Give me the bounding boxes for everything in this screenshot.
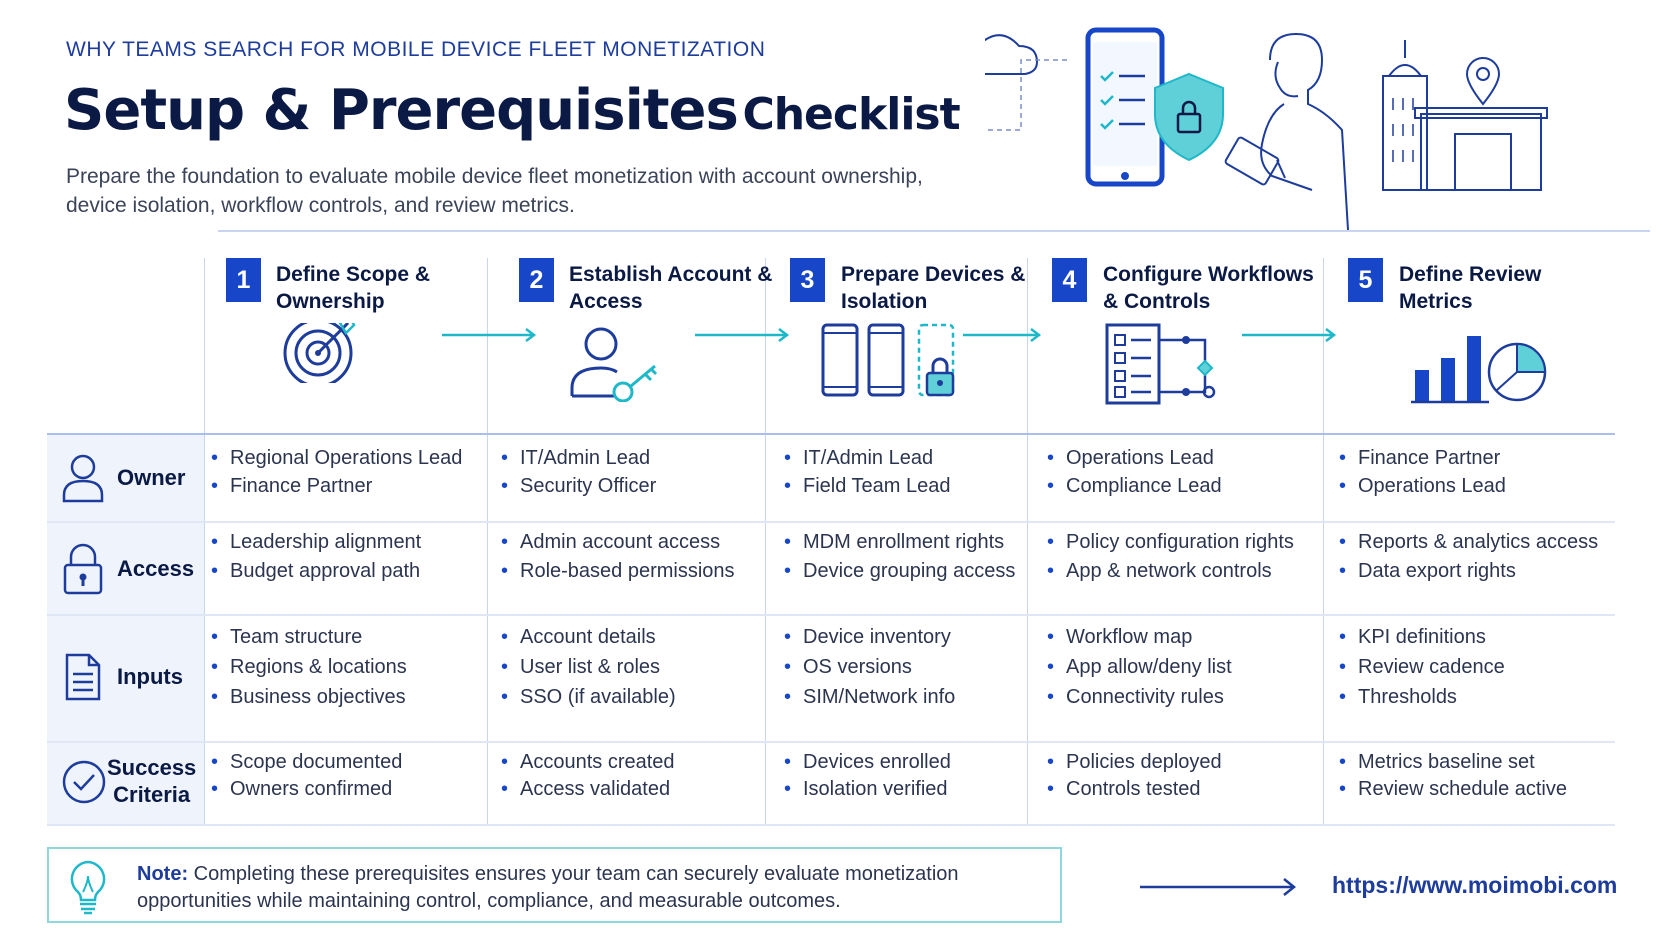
- list-item: • MDM enrollment rights: [803, 531, 1004, 554]
- list-item: • Budget approval path: [230, 560, 420, 583]
- list-item: • Reports & analytics access: [1358, 531, 1598, 554]
- list-item: • Review cadence: [1358, 656, 1505, 679]
- row-header-access: [47, 523, 204, 614]
- user-icon: [61, 453, 105, 503]
- list-item: • Controls tested: [1066, 778, 1201, 801]
- row-header-success-criteria: [47, 743, 204, 824]
- phone-checklist-icon: [1088, 30, 1162, 184]
- list-item: • Device inventory: [803, 626, 951, 649]
- list-item: • Metrics baseline set: [1358, 751, 1535, 774]
- list-item: • Field Team Lead: [803, 475, 951, 498]
- step-title: Configure Workflows & Controls: [1103, 263, 1314, 313]
- row-divider: [47, 741, 1615, 743]
- arrow-right-icon: [1140, 876, 1300, 898]
- header-row-divider: [47, 433, 1615, 435]
- building-icon: [1383, 40, 1547, 190]
- row-label: Inputs: [117, 664, 183, 689]
- eyebrow-heading: WHY TEAMS SEARCH FOR MOBILE DEVICE FLEET MONETIZATION: [66, 38, 766, 61]
- row-label: Success Criteria: [107, 755, 197, 807]
- list-item: • SIM/Network info: [803, 686, 955, 709]
- list-item: • SSO (if available): [520, 686, 676, 709]
- step-header-4: [1027, 258, 1323, 433]
- list-item: • Thresholds: [1358, 686, 1457, 709]
- row-label: Access: [117, 556, 195, 581]
- user-key-icon: [569, 326, 661, 402]
- list-item: • App & network controls: [1066, 560, 1272, 583]
- list-item: • Operations Lead: [1066, 447, 1214, 470]
- checklist-grid: [47, 258, 1615, 826]
- step-number-badge: 1: [226, 258, 261, 302]
- lightbulb-icon: [65, 859, 111, 915]
- list-item: • Data export rights: [1358, 560, 1516, 583]
- shield-lock-icon: [1155, 74, 1223, 160]
- note-body: Completing these prerequisites ensures your team can securely evaluate monetization opportunities while maintaining control, compliance, and measurable outcomes.: [137, 863, 959, 912]
- list-item: • Connectivity rules: [1066, 686, 1224, 709]
- list-item: • Device grouping access: [803, 560, 1015, 583]
- target-icon: [282, 323, 362, 383]
- list-item: • Regions & locations: [230, 656, 407, 679]
- note-box: [47, 847, 1062, 923]
- title-main: Setup & Prerequisites: [64, 78, 738, 143]
- step-title: Establish Account & Access: [569, 263, 773, 313]
- list-item: • Regional Operations Lead: [230, 447, 462, 470]
- list-item: • Admin account access: [520, 531, 720, 554]
- list-item: • Isolation verified: [803, 778, 948, 801]
- check-circle-icon: [61, 759, 107, 805]
- list-item: • Access validated: [520, 778, 670, 801]
- step-header-5: [1323, 258, 1615, 433]
- step-number-badge: 3: [790, 258, 825, 302]
- step-header-3: [765, 258, 1027, 433]
- cloud-icon: [985, 35, 1037, 74]
- list-item: • Team structure: [230, 626, 362, 649]
- list-item: • Role-based permissions: [520, 560, 735, 583]
- person-tablet-icon: [1225, 34, 1348, 230]
- list-item: • Review schedule active: [1358, 778, 1567, 801]
- list-item: • Operations Lead: [1358, 475, 1506, 498]
- page-title: [64, 78, 960, 143]
- step-number-badge: 5: [1348, 258, 1383, 302]
- bar-pie-chart-icon: [1411, 332, 1547, 404]
- list-item: • Security Officer: [520, 475, 656, 498]
- list-item: • Owners confirmed: [230, 778, 392, 801]
- list-item: • Workflow map: [1066, 626, 1192, 649]
- list-item: • KPI definitions: [1358, 626, 1486, 649]
- step-number-badge: 2: [519, 258, 554, 302]
- hero-illustration: [985, 18, 1650, 233]
- list-item: • Policies deployed: [1066, 751, 1222, 774]
- list-item: • User list & roles: [520, 656, 660, 679]
- list-item: • Accounts created: [520, 751, 675, 774]
- list-item: • Leadership alignment: [230, 531, 421, 554]
- list-item: • Account details: [520, 626, 656, 649]
- lock-icon: [61, 543, 105, 595]
- step-title: Define Scope & Ownership: [276, 263, 431, 313]
- devices-lock-icon: [821, 323, 971, 403]
- title-secondary: Checklist: [742, 89, 960, 140]
- list-item: • Finance Partner: [1358, 447, 1500, 470]
- step-header-2: [487, 258, 773, 433]
- list-item: • Business objectives: [230, 686, 406, 709]
- list-item: • Scope documented: [230, 751, 402, 774]
- list-item: • IT/Admin Lead: [803, 447, 933, 470]
- list-item: • Finance Partner: [230, 475, 372, 498]
- list-item: • Devices enrolled: [803, 751, 951, 774]
- note-prefix: Note:: [137, 863, 189, 885]
- row-divider: [47, 614, 1615, 616]
- step-title: Prepare Devices & Isolation: [841, 263, 1026, 313]
- step-title: Define Review Metrics: [1399, 263, 1542, 313]
- intro-text: Prepare the foundation to evaluate mobile device fleet monetization with account ownership, device isolation, workflow controls, and review metrics.: [66, 165, 923, 217]
- row-header-owner: [47, 435, 204, 521]
- location-pin-icon: [1467, 58, 1499, 104]
- list-item: • IT/Admin Lead: [520, 447, 650, 470]
- list-item: • App allow/deny list: [1066, 656, 1232, 679]
- row-label: Owner: [117, 465, 186, 490]
- row-divider: [47, 521, 1615, 523]
- checklist-flow-icon: [1105, 323, 1225, 407]
- document-icon: [61, 652, 105, 702]
- row-header-inputs: [47, 616, 204, 741]
- list-item: • OS versions: [803, 656, 912, 679]
- step-header-1: [204, 258, 487, 433]
- row-divider: [47, 824, 1615, 826]
- website-link[interactable]: https://www.moimobi.com: [1332, 872, 1618, 898]
- list-item: • Compliance Lead: [1066, 475, 1222, 498]
- list-item: • Policy configuration rights: [1066, 531, 1294, 554]
- step-number-badge: 4: [1052, 258, 1087, 302]
- note-text: [137, 861, 1057, 915]
